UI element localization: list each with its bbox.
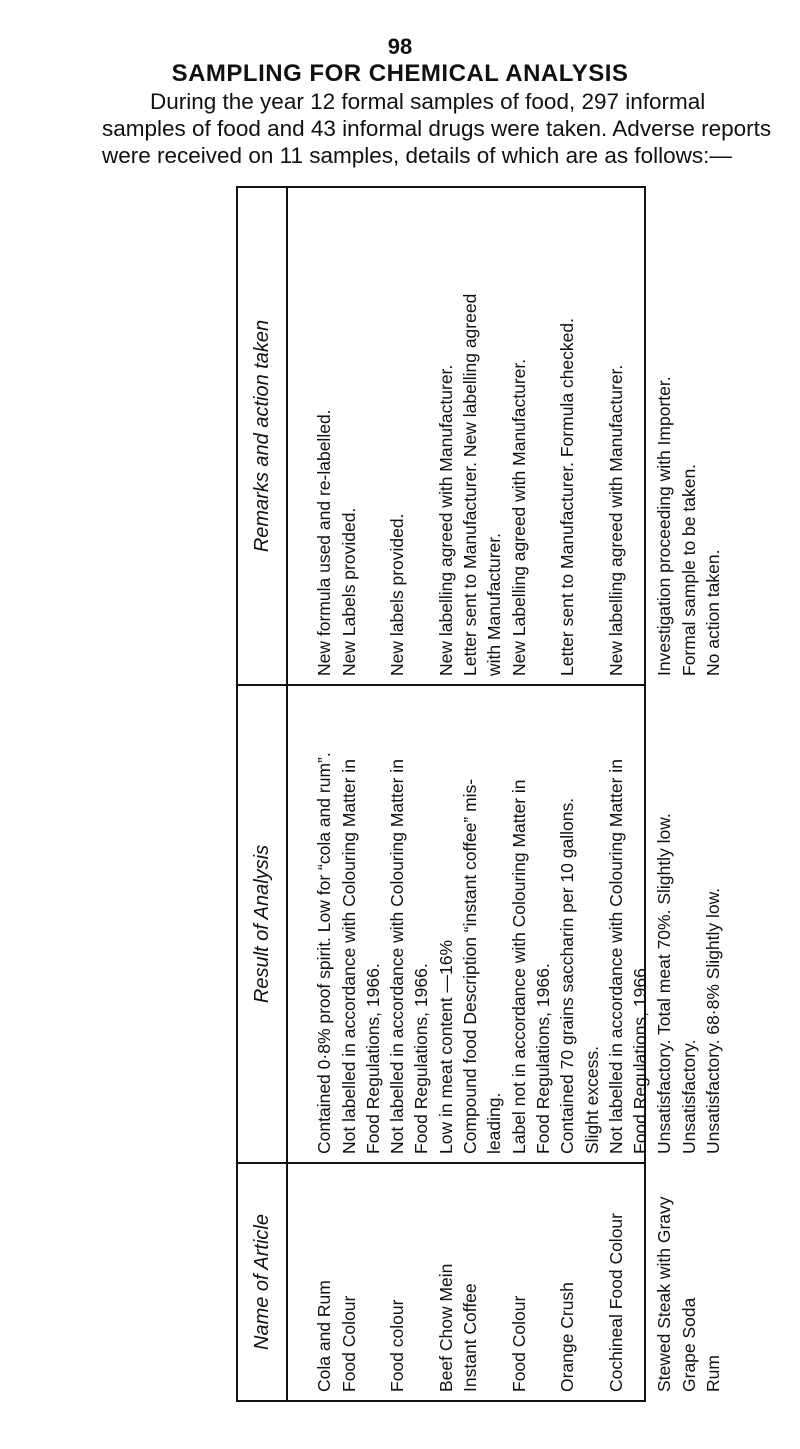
remarks-line [580, 194, 604, 676]
article-line [531, 1170, 555, 1392]
analysis-line: leading. [484, 1092, 505, 1154]
remarks-line [361, 194, 385, 676]
remarks-line: Formal sample to be taken. [678, 463, 699, 676]
page-number: 98 [387, 34, 413, 59]
remarks-line: New labelling agreed with Manufacturer. [605, 364, 626, 676]
remarks-line [409, 194, 433, 676]
article-line [288, 1170, 312, 1392]
table-container [236, 186, 724, 1402]
analysis-line: Not labelled in accordance with Colouring Matter in [605, 759, 626, 1154]
remarks-line: Investigation proceeding with Importer. [654, 376, 675, 676]
article-line: Beef Chow Mein [435, 1263, 456, 1392]
remarks-line: Letter sent to Manufacturer. New labelling agreed [460, 293, 481, 676]
analysis-line: Food Regulations, 1966. [630, 963, 651, 1154]
remarks-line: No action taken. [703, 549, 724, 676]
analysis-column [288, 686, 724, 1164]
article-line: Food colour [387, 1299, 408, 1392]
analysis-line: Food Regulations, 1966. [532, 963, 553, 1154]
intro-paragraph: During the year 12 formal samples of food, 297 informal samples of food and 43 informal drugs were taken. Adverse reports were received on 11 samples, details of which are as follows:— [102, 89, 772, 168]
analysis-line: Not labelled in accordance with Colouring Matter in [387, 759, 408, 1154]
remarks-line: New labelling agreed with Manufacturer. [435, 364, 456, 676]
analysis-line: Slight excess. [581, 1046, 602, 1154]
header-name-of-article: Name of Article [251, 1214, 273, 1350]
article-line [628, 1170, 652, 1392]
analysis-line: Contained 70 grains saccharin per 10 gallons. [557, 797, 578, 1154]
article-line [580, 1170, 604, 1392]
remarks-line [288, 194, 312, 676]
analysis-line: Unsatisfactory. [678, 1039, 699, 1154]
article-line [482, 1170, 506, 1392]
analysis-line: Contained 0·8% proof spirit. Low for “cola and rum”. [314, 752, 335, 1154]
article-line: Food Colour [508, 1295, 529, 1392]
remarks-line [628, 194, 652, 676]
remarks-line: with Manufacturer. [484, 533, 505, 676]
article-line: Orange Crush [557, 1282, 578, 1392]
article-line: Rum [703, 1355, 724, 1392]
remarks-column [288, 188, 724, 686]
header-result-of-analysis: Result of Analysis [238, 686, 286, 1164]
table-body [288, 188, 724, 1400]
adverse-reports-table [236, 186, 724, 1402]
article-column [288, 1164, 724, 1400]
analysis-line: Low in meat content —16% [435, 939, 456, 1154]
analysis-line: Food Regulations, 1966. [362, 963, 383, 1154]
article-line [409, 1170, 433, 1392]
table-header-row [238, 188, 288, 1400]
remarks-line: Letter sent to Manufacturer. Formula checked. [557, 318, 578, 676]
remarks-line: New labels provided. [387, 513, 408, 676]
analysis-line: Food Regulations, 1966. [411, 963, 432, 1154]
analysis-line: Unsatisfactory. Total meat 70%. Slightly low. [654, 813, 675, 1154]
remarks-line [531, 194, 555, 676]
analysis-line: Label not in accordance with Colouring Matter in [508, 779, 529, 1154]
article-line: Cola and Rum [314, 1280, 335, 1392]
article-line: Grape Soda [678, 1297, 699, 1392]
analysis-line: Compound food Description “instant coffee” mis- [460, 778, 481, 1154]
page-title: SAMPLING FOR CHEMICAL ANALYSIS [171, 60, 629, 87]
remarks-line: New formula used and re-labelled. [314, 409, 335, 676]
analysis-line: Not labelled in accordance with Colouring Matter in [338, 759, 359, 1154]
article-line: Instant Coffee [460, 1283, 481, 1392]
article-line: Cochineal Food Colour [605, 1213, 626, 1392]
header-remarks: Remarks and action taken [238, 188, 286, 686]
analysis-line [288, 692, 312, 1154]
article-line [361, 1170, 385, 1392]
remarks-line: New Labels provided. [338, 507, 359, 676]
analysis-line: Unsatisfactory. 68·8% Slightly low. [703, 887, 724, 1154]
article-line: Stewed Steak with Gravy [654, 1196, 675, 1392]
remarks-line: New Labelling agreed with Manufacturer. [508, 358, 529, 676]
article-line: Food Colour [338, 1295, 359, 1392]
